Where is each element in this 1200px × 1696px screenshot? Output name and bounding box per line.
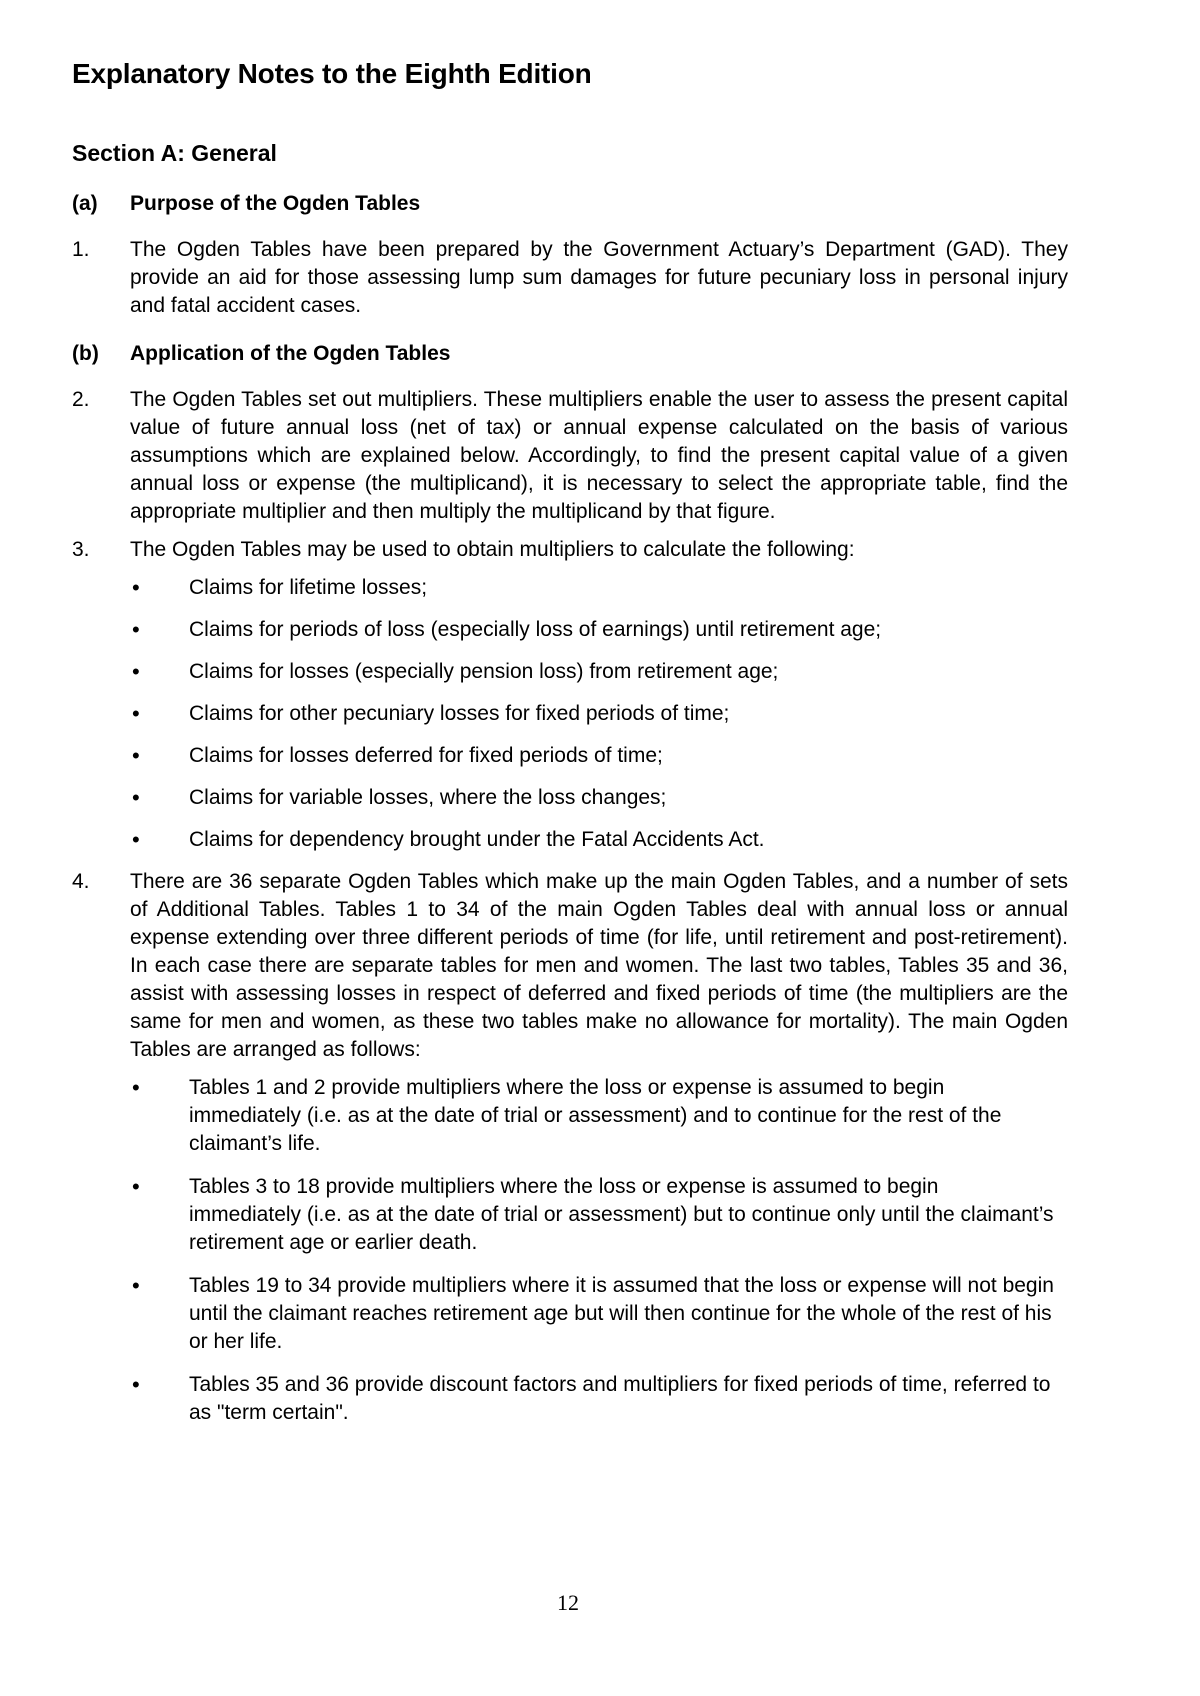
bullet-icon: • — [132, 1075, 140, 1100]
paragraph-4 — [72, 868, 1068, 1064]
section-title: Section A: General — [72, 140, 277, 166]
subsection-title: Purpose of the Ogden Tables — [130, 192, 421, 215]
paragraph-number: 1. — [72, 238, 90, 261]
paragraph-number: 2. — [72, 388, 90, 411]
subsection-letter: (b) — [72, 342, 99, 365]
list-item-text: Tables 19 to 34 provide multipliers where it is assumed that the loss or expense will not begin until the claimant reaches retirement age but will then continue for the whole of the rest of his or her life. — [189, 1274, 1054, 1353]
bullet-list-tables — [130, 1074, 1068, 1427]
list-item-text: Claims for variable losses, where the loss changes; — [189, 786, 667, 809]
list-item — [130, 826, 1068, 854]
list-item-text: Claims for lifetime losses; — [189, 576, 428, 599]
bullet-icon: • — [132, 743, 140, 768]
list-item-text: Tables 1 and 2 provide multipliers where the loss or expense is assumed to begin immediately (i.e. as at the date of trial or assessment) and to continue for the rest of the claimant’s life. — [189, 1076, 1002, 1155]
bullet-icon: • — [132, 659, 140, 684]
paragraph-2 — [72, 386, 1068, 526]
list-item-text: Claims for losses deferred for fixed periods of time; — [189, 744, 663, 767]
paragraph-3 — [72, 536, 1068, 564]
subsection-heading-a — [72, 190, 1068, 218]
bullet-icon: • — [132, 827, 140, 852]
bullet-icon: • — [132, 575, 140, 600]
list-item — [130, 1173, 1068, 1257]
list-item-text: Tables 3 to 18 provide multipliers where the loss or expense is assumed to begin immediately (i.e. as at the date of trial or assessment) but to continue only until the claimant’s retirement age or earlier death. — [189, 1175, 1054, 1254]
page-number: 12 — [557, 1590, 579, 1615]
list-item-text: Claims for losses (especially pension loss) from retirement age; — [189, 660, 779, 683]
list-item — [130, 1371, 1068, 1427]
list-item-text: Tables 35 and 36 provide discount factors and multipliers for fixed periods of time, referred to as "term certain". — [189, 1373, 1051, 1424]
list-item — [130, 784, 1068, 812]
subsection-title: Application of the Ogden Tables — [130, 342, 451, 365]
list-item — [130, 742, 1068, 770]
bullet-list-claims — [130, 574, 1068, 854]
paragraph-text: The Ogden Tables set out multipliers. These multipliers enable the user to assess the present capital value of future annual loss (net of tax) or annual expense calculated on the basis of various assumptions which are explained below. Accordingly, to find the present capital value of a given annual loss or expense (the multiplicand), it is necessary to select the appropriate table, find the appropriate multiplier and then multiply the multiplicand by that figure. — [130, 388, 1068, 523]
paragraph-1 — [72, 236, 1068, 320]
list-item-text: Claims for dependency brought under the Fatal Accidents Act. — [189, 828, 765, 851]
bullet-icon: • — [132, 1372, 140, 1397]
subsection-letter: (a) — [72, 192, 98, 215]
list-item — [130, 700, 1068, 728]
paragraph-number: 4. — [72, 870, 90, 893]
paragraph-text: The Ogden Tables have been prepared by the Government Actuary’s Department (GAD). They provide an aid for those assessing lump sum damages for future pecuniary loss in personal injury and fatal accident cases. — [130, 238, 1068, 317]
paragraph-text: The Ogden Tables may be used to obtain multipliers to calculate the following: — [130, 538, 855, 561]
list-item — [130, 616, 1068, 644]
list-item — [130, 1272, 1068, 1356]
bullet-icon: • — [132, 701, 140, 726]
paragraph-text: There are 36 separate Ogden Tables which make up the main Ogden Tables, and a number of sets of Additional Tables. Tables 1 to 34 of the main Ogden Tables deal with annual loss or annual expense extending over three different periods of time (for life, until retirement and post-retirement). In each case there are separate tables for men and women. The last two tables, Tables 35 and 36, assist with assessing losses in respect of deferred and fixed periods of time (the multipliers are the same for men and women, as these two tables make no allowance for mortality). The main Ogden Tables are arranged as follows: — [130, 870, 1068, 1061]
document-title: Explanatory Notes to the Eighth Edition — [72, 58, 592, 89]
list-item — [130, 658, 1068, 686]
document-page — [72, 56, 1068, 1442]
list-item-text: Claims for other pecuniary losses for fixed periods of time; — [189, 702, 730, 725]
bullet-icon: • — [132, 785, 140, 810]
bullet-icon: • — [132, 1174, 140, 1199]
bullet-icon: • — [132, 617, 140, 642]
list-item-text: Claims for periods of loss (especially loss of earnings) until retirement age; — [189, 618, 882, 641]
subsection-heading-b — [72, 340, 1068, 368]
list-item — [130, 574, 1068, 602]
bullet-icon: • — [132, 1273, 140, 1298]
paragraph-number: 3. — [72, 538, 90, 561]
list-item — [130, 1074, 1068, 1158]
